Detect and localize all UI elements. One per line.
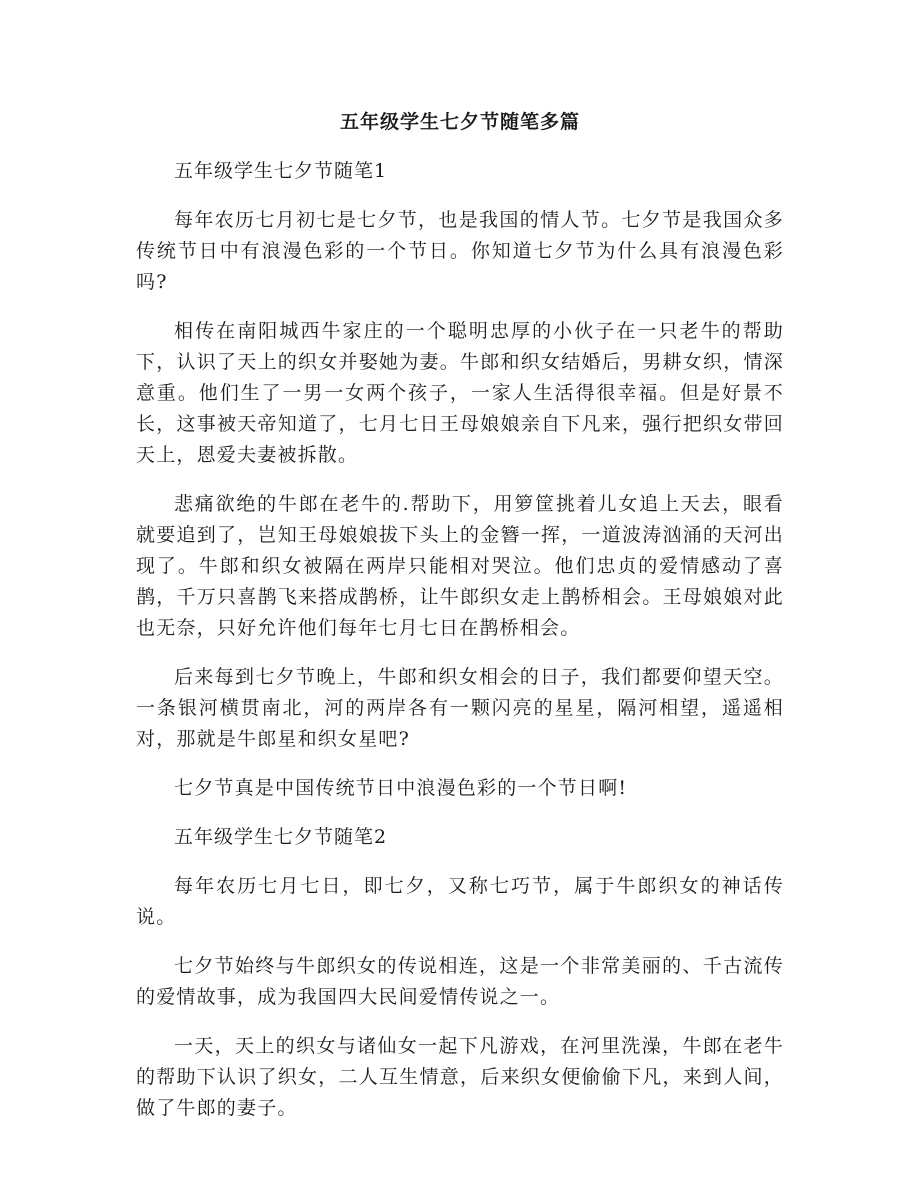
paragraph: 每年农历七月七日，即七夕，又称七巧节，属于牛郎织女的神话传说。	[136, 875, 784, 928]
paragraph: 一天，天上的织女与诸仙女一起下凡游戏，在河里洗澡，牛郎在老牛的帮助下认识了织女，二人互生情意，后来织女便偷偷下凡，来到人间，做了牛郎的妻子。	[136, 1035, 784, 1119]
paragraph: 悲痛欲绝的牛郎在老牛的.帮助下，用箩筐挑着儿女追上天去，眼看就要追到了，岂知王母娘娘拔下头上的金簪一挥，一道波涛汹涌的天河出现了。牛郎和织女被隔在两岸只能相对哭泣。他们忠贞的爱情感动了喜鹊，千万只喜鹊飞来搭成鹊桥，让牛郎织女走上鹊桥相会。王母娘娘对此也无奈，只好允许他们每年七月七日在鹊桥相会。	[136, 493, 784, 639]
paragraph: 七夕节真是中国传统节日中浪漫色彩的一个节日啊!	[174, 777, 628, 799]
paragraph: 后来每到七夕节晚上，牛郎和织女相会的日子，我们都要仰望天空。一条银河横贯南北，河的两岸各有一颗闪亮的星星，隔河相望，遥遥相对，那就是牛郎星和织女星吧?	[136, 666, 784, 750]
document-title: 五年级学生七夕节随笔多篇	[339, 111, 580, 133]
section-heading: 五年级学生七夕节随笔1	[174, 160, 388, 182]
paragraph: 每年农历七月初七是七夕节，也是我国的情人节。七夕节是我国众多传统节日中有浪漫色彩的一个节日。你知道七夕节为什么具有浪漫色彩吗?	[136, 209, 784, 293]
section-heading: 五年级学生七夕节随笔2	[174, 826, 388, 848]
document-body	[136, 156, 784, 1142]
paragraph: 相传在南阳城西牛家庄的一个聪明忠厚的小伙子在一只老牛的帮助下，认识了天上的织女并娶她为妻。牛郎和织女结婚后，男耕女织，情深意重。他们生了一男一女两个孩子，一家人生活得很幸福。但是好景不长，这事被天帝知道了，七月七日王母娘娘亲自下凡来，强行把织女带回天上，恩爱夫妻被拆散。	[136, 320, 784, 466]
paragraph: 七夕节始终与牛郎织女的传说相连，这是一个非常美丽的、千古流传的爱情故事，成为我国四大民间爱情传说之一。	[136, 955, 784, 1008]
